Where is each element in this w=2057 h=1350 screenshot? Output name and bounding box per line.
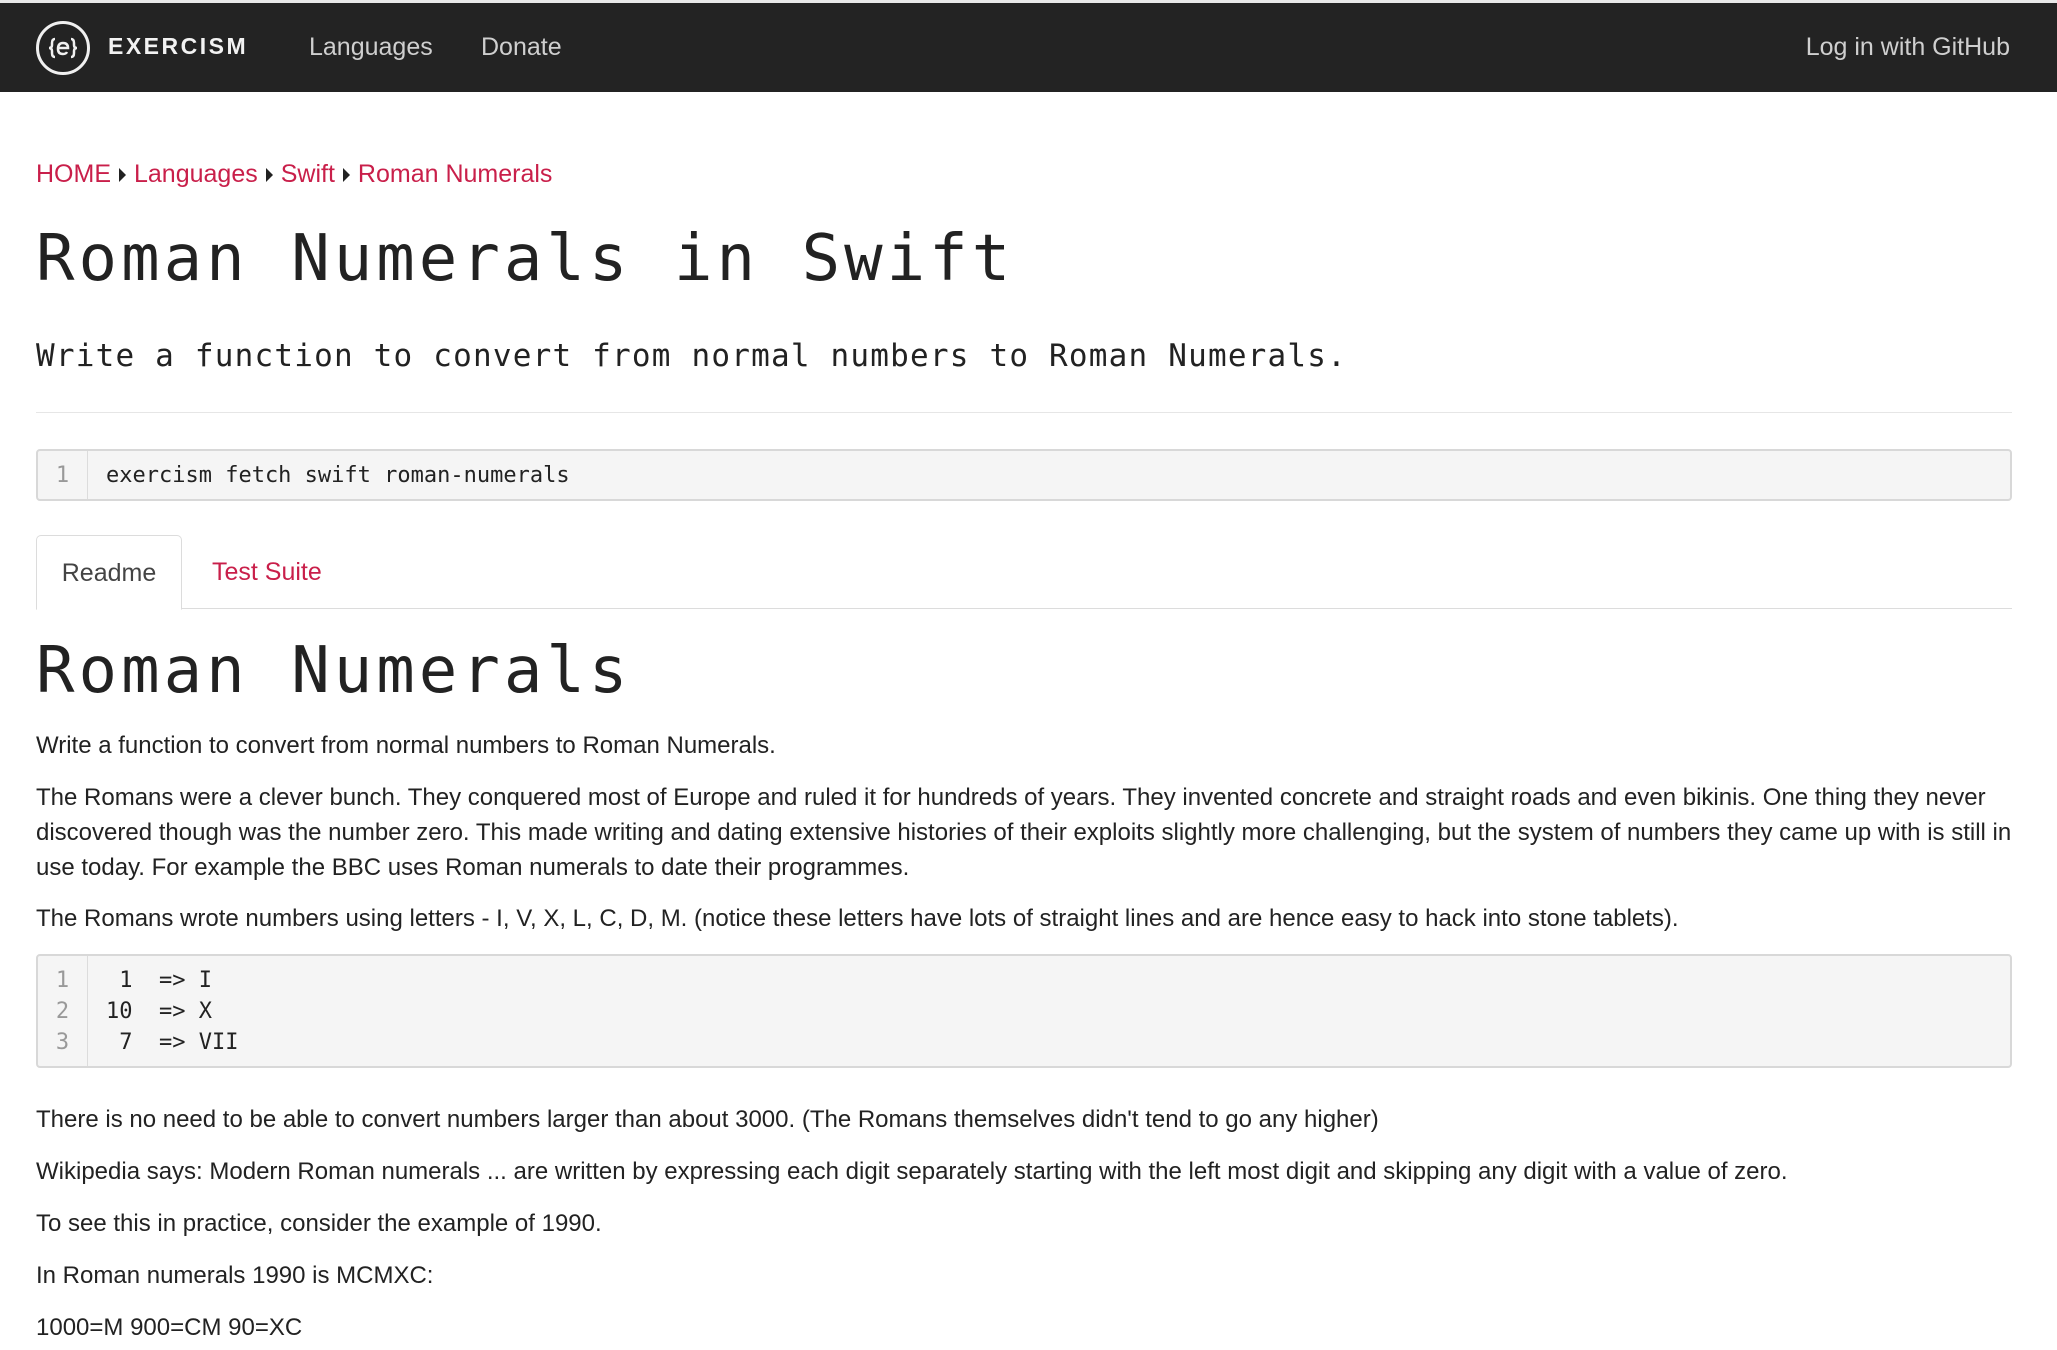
login-github-link[interactable]: Log in with GitHub [1805,33,2010,61]
readme-paragraph: Write a function to convert from normal numbers to Roman Numerals. [36,732,776,759]
nav-donate-link[interactable]: Donate [481,33,562,61]
line-number: 2 [55,999,70,1024]
brand-name[interactable]: EXERCISM [108,33,249,59]
breadcrumb-separator-icon [266,168,273,182]
divider [36,412,2012,413]
nav-languages-link[interactable]: Languages [309,33,433,61]
code-content [88,956,238,1066]
page-subtitle: Write a function to convert from normal numbers to Roman Numerals. [36,338,1347,374]
breadcrumb-separator-icon [119,168,126,182]
code-gutter [38,956,88,1066]
code-gutter [38,451,88,499]
readme-title: Roman Numerals [36,634,632,708]
tab-test-suite[interactable]: Test Suite [212,558,322,586]
breadcrumb-swift[interactable]: Swift [280,160,335,188]
breadcrumb-roman-numerals[interactable]: Roman Numerals [357,160,553,188]
tab-readme[interactable]: Readme [36,535,182,610]
line-number: 3 [55,1030,70,1055]
readme-paragraph: There is no need to be able to convert numbers larger than about 3000. (The Romans themselves didn't tend to go any higher) [36,1106,1379,1133]
readme-tabs [36,535,2012,609]
code-content [88,451,570,499]
readme-paragraph: In Roman numerals 1990 is MCMXC: [36,1262,434,1289]
readme-paragraph: To see this in practice, consider the example of 1990. [36,1210,602,1237]
code-line: 10 => X [106,999,212,1024]
line-number: 1 [55,463,70,488]
example-code-block[interactable] [36,954,2012,1068]
breadcrumb [36,160,552,189]
readme-paragraph: The Romans were a clever bunch. They conquered most of Europe and ruled it for hundreds of years. They invented concrete and straight roads and even bikinis. One thing they never discovered though was the number zero. This made writing and dating extensive histories of their exploits slightly more challenging, but the system of numbers they came up with is still in use today. For example the BBC uses Roman numerals to date their programmes. [36,784,2012,881]
code-line: 1 => I [106,968,212,993]
readme-paragraph: 1000=M 900=CM 90=XC [36,1314,303,1341]
top-navbar [0,0,2057,92]
fetch-command-text[interactable]: exercism fetch swift roman-numerals [106,463,570,488]
breadcrumb-languages[interactable]: Languages [134,160,258,188]
exercism-logo-icon[interactable] [36,21,90,75]
readme-paragraph: Wikipedia says: Modern Roman numerals ... are written by expressing each digit separately starting with the left most digit and skipping any digit with a value of zero. [36,1158,1788,1185]
page-title: Roman Numerals in Swift [36,222,1015,296]
breadcrumb-separator-icon [343,168,350,182]
code-line: 7 => VII [106,1030,239,1055]
breadcrumb-home[interactable]: HOME [36,160,111,188]
line-number: 1 [55,968,70,993]
fetch-command-block[interactable] [36,449,2012,501]
readme-paragraph: The Romans wrote numbers using letters - I, V, X, L, C, D, M. (notice these letters have lots of straight lines and are hence easy to hack into stone tablets). [36,905,1679,932]
